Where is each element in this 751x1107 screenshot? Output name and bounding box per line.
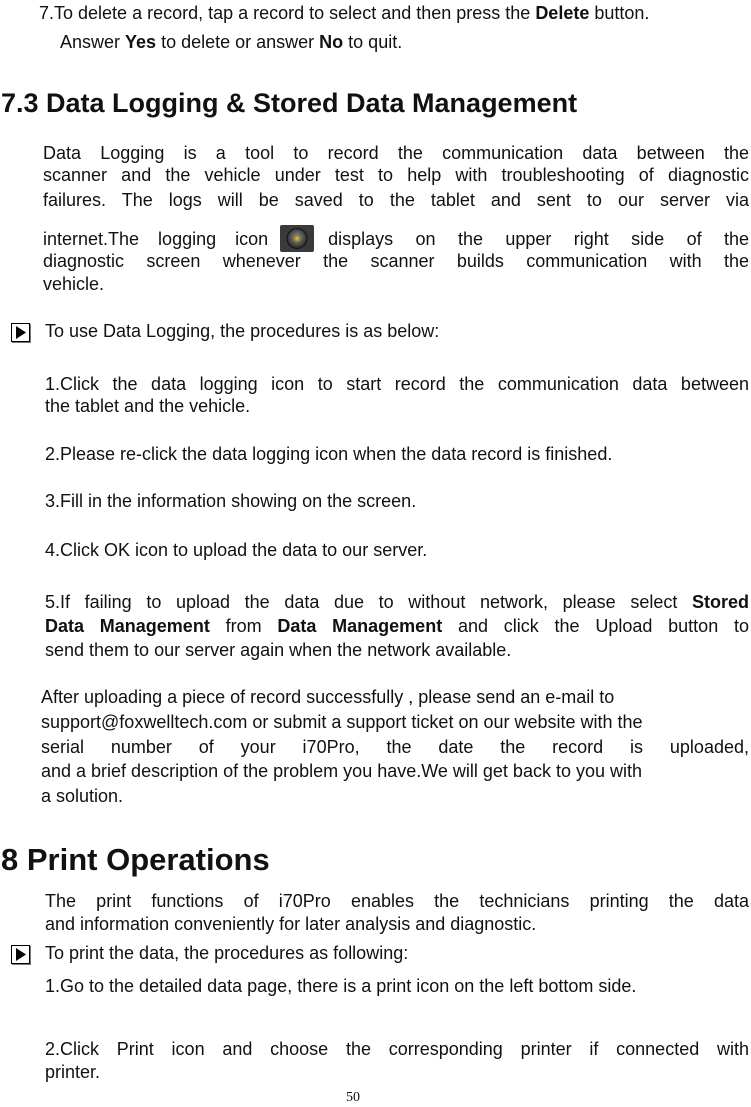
step-5-line-1-prefix: 5.If failing to upload the data due to without network, please select xyxy=(45,592,692,612)
data-management-keyword-1: Data Management xyxy=(45,616,210,636)
step-5-line-1 xyxy=(45,591,749,613)
procedure-intro: To use Data Logging, the procedures is as below: xyxy=(45,321,440,341)
after-line-1: After uploading a piece of record successfully , please send an e-mail to xyxy=(41,687,615,707)
data-management-keyword-2: Data Management xyxy=(277,616,443,636)
para-line-6: vehicle. xyxy=(43,274,105,294)
step-5-line-2-suffix: and click the Upload button to xyxy=(442,616,749,636)
step-4: 4.Click OK icon to upload the data to our server. xyxy=(45,540,428,560)
step7-line1-suffix: button. xyxy=(589,3,650,23)
print-intro-line-1: The print functions of i70Pro enables the technicians printing the data xyxy=(45,891,749,911)
step-3: 3.Fill in the information showing on the screen. xyxy=(45,491,417,511)
step-1-line-1: 1.Click the data logging icon to start record the communication data between xyxy=(45,374,749,394)
after-line-4: and a brief description of the problem you have.We will get back to you with xyxy=(41,761,642,781)
after-line-3: serial number of your i70Pro, the date the record is uploaded, xyxy=(41,737,749,757)
no-keyword: No xyxy=(319,32,344,52)
para-line-3: failures. The logs will be saved to the tablet and sent to our server via xyxy=(43,190,749,210)
after-line-5: a solution. xyxy=(41,786,124,806)
step7-line1-prefix: 7.To delete a record, tap a record to select and then press the xyxy=(39,3,536,23)
delete-keyword: Delete xyxy=(535,3,590,23)
data-logging-icon xyxy=(280,225,314,252)
section-heading-7-3: 7.3 Data Logging & Stored Data Management xyxy=(1,88,578,118)
para-line-4 xyxy=(43,225,749,252)
print-step-1: 1.Go to the detailed data page, there is a print icon on the left bottom side. xyxy=(45,976,637,996)
yes-keyword: Yes xyxy=(125,32,157,52)
section-heading-8: 8 Print Operations xyxy=(1,842,270,877)
step7-line2-suffix: to quit. xyxy=(343,32,403,52)
after-line-2: support@foxwelltech.com or submit a support ticket on our website with the xyxy=(41,712,643,732)
print-step-2-line-1: 2.Click Print icon and choose the corresponding printer if connected with xyxy=(45,1039,749,1059)
para-line-1: Data Logging is a tool to record the communication data between the xyxy=(43,143,749,163)
print-procedure-intro: To print the data, the procedures as following: xyxy=(45,943,409,963)
para-line-4b: displays on the upper right side of the xyxy=(328,228,749,249)
bullet-arrow-icon xyxy=(11,323,30,342)
page-number: 50 xyxy=(346,1090,360,1105)
step7-line2-prefix: Answer xyxy=(60,32,126,52)
step-5-line-2-mid: from xyxy=(209,616,278,636)
step-1-line-2: the tablet and the vehicle. xyxy=(45,396,251,416)
stored-keyword: Stored xyxy=(691,592,749,612)
para-line-5: diagnostic screen whenever the scanner builds communication with the xyxy=(43,251,749,271)
print-intro-line-2: and information conveniently for later analysis and diagnostic. xyxy=(45,914,537,934)
step-5-line-3: send them to our server again when the network available. xyxy=(45,640,512,660)
step7-line1 xyxy=(39,2,649,24)
step-2: 2.Please re-click the data logging icon when the data record is finished. xyxy=(45,444,613,464)
step-5-line-2 xyxy=(45,615,749,637)
print-step-2-line-2: printer. xyxy=(45,1062,101,1082)
para-line-4a: internet.The logging icon xyxy=(43,228,269,249)
step7-line2 xyxy=(60,31,402,53)
bullet-arrow-icon xyxy=(11,945,30,964)
para-line-2: scanner and the vehicle under test to help with troubleshooting of diagnostic xyxy=(43,165,749,185)
step7-line2-mid: to delete or answer xyxy=(156,32,320,52)
